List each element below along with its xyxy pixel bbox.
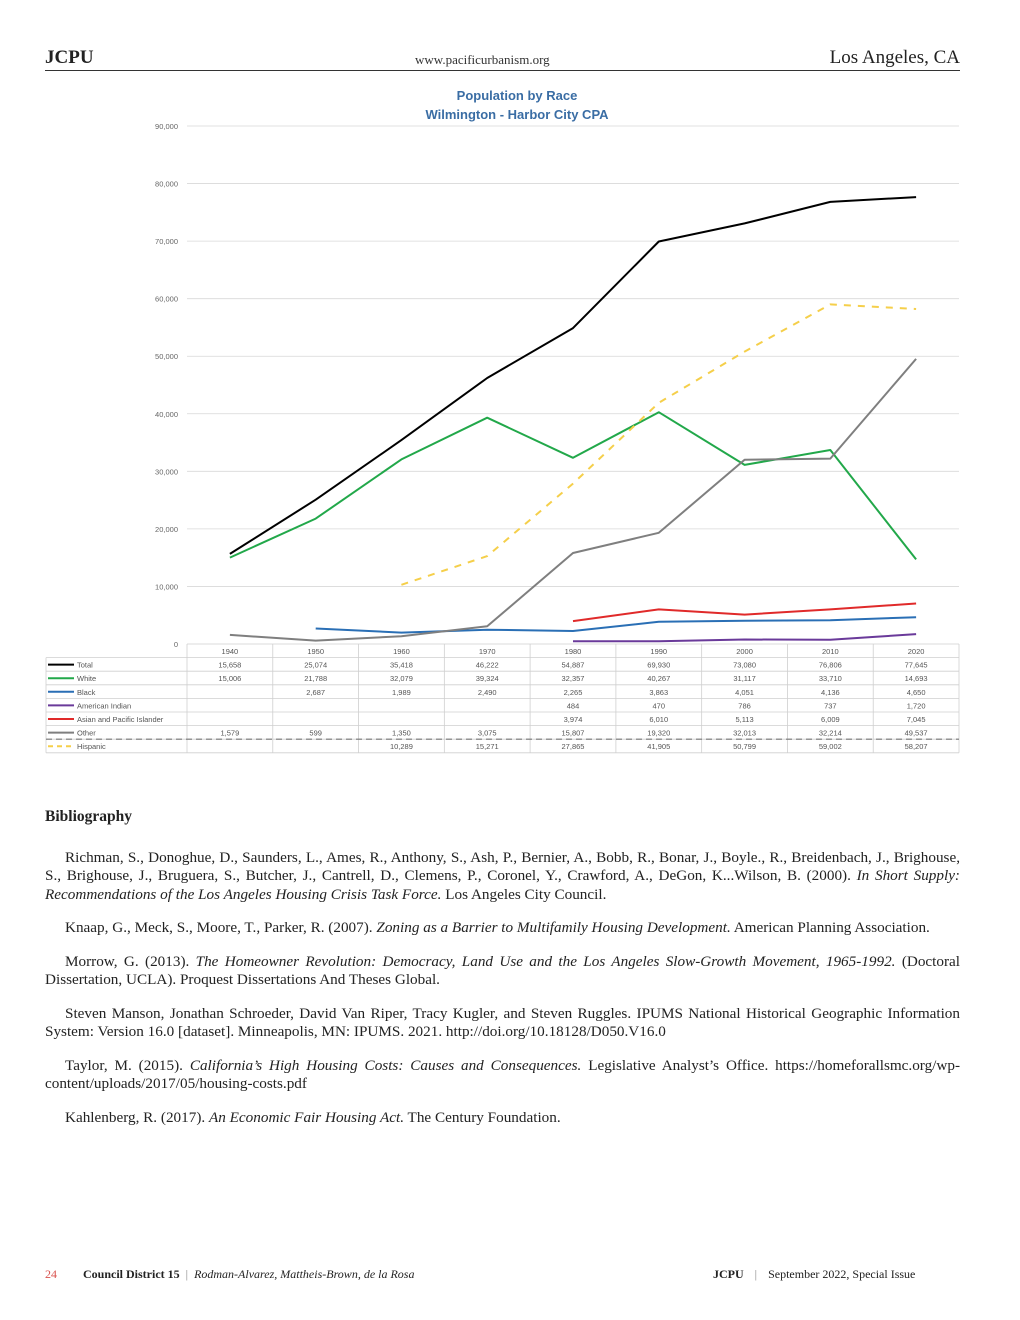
y-tick-label: 80,000 (155, 179, 178, 189)
y-tick-label: 60,000 (155, 294, 178, 304)
data-label: 32,357 (561, 674, 585, 684)
legend-label: Hispanic (77, 742, 106, 752)
series-line-total (230, 197, 916, 554)
data-label: 46,222 (475, 660, 499, 670)
x-tick-label: 1940 (221, 647, 239, 656)
data-label: 35,418 (389, 660, 413, 670)
series-lines (230, 197, 916, 641)
y-tick-label: 50,000 (155, 352, 178, 362)
data-label: 32,214 (818, 728, 842, 738)
data-label: 33,710 (818, 674, 842, 684)
x-tick-label: 1970 (478, 647, 496, 656)
series-line-hispanic (401, 304, 916, 584)
y-tick-label: 40,000 (155, 409, 178, 419)
data-label: 3,075 (477, 728, 497, 738)
x-tick-label: 2010 (821, 647, 839, 656)
legend-label: Black (77, 687, 96, 697)
data-label: 15,658 (218, 660, 242, 670)
data-label: 2,490 (477, 687, 497, 697)
data-label: 10,289 (389, 742, 413, 752)
population-chart (0, 82, 1020, 762)
series-line-american-indian (573, 634, 916, 641)
y-tick-label: 70,000 (155, 237, 178, 247)
data-label: 3,863 (649, 687, 669, 697)
data-label: 73,080 (733, 660, 757, 670)
data-label: 50,799 (733, 742, 757, 752)
y-tick-label: 0 (173, 640, 178, 649)
data-label: 3,974 (563, 715, 583, 724)
legend-label: Other (77, 728, 96, 738)
data-label: 1,989 (392, 687, 411, 697)
series-line-black (316, 617, 916, 632)
bib-entry: Knaap, G., Meck, S., Moore, T., Parker, R. (2007). Zoning as a Barrier to Multifamily Housing Development. American Planning Association. (65, 919, 930, 936)
data-label: 6,009 (820, 715, 840, 724)
page-header (45, 48, 960, 71)
bibliography (45, 808, 960, 1142)
data-label: 1,350 (392, 728, 411, 738)
data-label: 25,074 (304, 660, 328, 670)
data-label: 599 (309, 728, 322, 738)
data-table (46, 644, 959, 753)
data-label: 19,320 (647, 728, 671, 738)
data-label: 15,807 (561, 728, 585, 738)
x-tick-label: 2020 (907, 647, 925, 656)
footer-authors: Rodman-Alvarez, Mattheis-Brown, de la Rosa (194, 1267, 415, 1281)
x-tick-label: 1980 (564, 647, 582, 656)
data-label: 54,887 (561, 660, 585, 670)
footer-left: Council District 15 | Rodman-Alvarez, Mattheis-Brown, de la Rosa (83, 1267, 415, 1281)
data-label: 32,079 (389, 674, 413, 684)
bib-entry: Richman, S., Donoghue, D., Saunders, L., Ames, R., Anthony, S., Ash, P., Bernier, A., Bobb, R., Bonar, J., Boyle., R., Breidenbach, J., Brighouse, S., Brighouse, J., Bruguera, S., Butcher, J., Cantrell, D., Clemens, P., Coronel, Y., Crawford, A., DeGon, K...Wilson, B. (2000). In Short Supply: Recommendations of the Los Angeles Housing Crisis Task Force. Los Angeles City Council. (45, 848, 960, 903)
data-label: 59,002 (818, 742, 842, 752)
chart-title: Population by Race (456, 88, 578, 103)
series-line-white (230, 412, 916, 559)
data-label: 4,650 (906, 687, 926, 697)
location-label: Los Angeles, CA (829, 47, 960, 68)
y-tick-label: 30,000 (155, 467, 178, 477)
bib-entry: Taylor, M. (2015). California’s High Housing Costs: Causes and Consequences. Legislative Analyst’s Office. https://homeforallsmc.org/wp-content/uploads/2017/05/housing-costs.pdf (45, 1056, 961, 1092)
journal-name: JCPU (45, 47, 94, 68)
data-label: 5,113 (735, 715, 754, 724)
legend-label: American Indian (77, 701, 132, 711)
data-label: 76,806 (818, 660, 842, 670)
legend-label: Asian and Pacific Islander (77, 715, 164, 724)
data-label: 41,905 (647, 742, 671, 752)
data-label: 15,006 (218, 674, 242, 684)
y-tick-label: 10,000 (155, 582, 178, 592)
data-label: 39,324 (475, 674, 499, 684)
y-tick-label: 20,000 (155, 524, 178, 534)
footer-journal: JCPU (713, 1267, 744, 1281)
footer-district: Council District 15 (83, 1267, 180, 1281)
page-number: 24 (45, 1267, 57, 1281)
footer-issue: September 2022, Special Issue (768, 1267, 916, 1281)
data-label: 49,537 (904, 728, 928, 738)
x-tick-label: 1990 (650, 647, 668, 656)
data-label: 6,010 (649, 715, 669, 724)
data-label: 2,265 (563, 687, 583, 697)
data-label: 27,865 (561, 742, 585, 752)
data-label: 40,267 (647, 674, 671, 684)
data-label: 7,045 (906, 715, 926, 724)
data-label: 1,579 (220, 728, 240, 738)
data-label: 77,645 (904, 660, 928, 670)
data-label: 470 (652, 701, 666, 711)
bibliography-heading: Bibliography (45, 808, 132, 825)
bib-entry: Kahlenberg, R. (2017). An Economic Fair Housing Act. The Century Foundation. (65, 1108, 561, 1126)
gridlines (187, 126, 959, 586)
data-label: 31,117 (733, 674, 756, 684)
y-axis (155, 122, 178, 649)
x-tick-label: 2000 (736, 647, 753, 656)
data-label: 21,788 (304, 674, 328, 684)
bib-entry: Steven Manson, Jonathan Schroeder, David Van Riper, Tracy Kugler, and Steven Ruggles. IPUMS National Historical Geographic Information System: Version 16.0 [dataset]. Minneapolis, MN: IPUMS. 2021. http://doi.org/10.18128/D050.V16.0 (45, 1004, 960, 1040)
data-label: 4,051 (735, 687, 754, 697)
journal-url[interactable]: www.pacificurbanism.org (415, 52, 550, 67)
chart-subtitle: Wilmington - Harbor City CPA (425, 107, 609, 122)
x-tick-label: 1950 (307, 647, 325, 656)
data-label: 4,136 (820, 687, 840, 697)
legend-label: Total (77, 660, 93, 670)
data-label: 69,930 (647, 660, 671, 670)
data-label: 737 (824, 701, 837, 711)
data-label: 786 (738, 701, 751, 711)
x-tick-label: 1960 (393, 647, 410, 656)
data-label: 484 (566, 701, 580, 711)
footer-right: JCPU | September 2022, Special Issue (713, 1267, 916, 1281)
y-tick-label: 90,000 (155, 122, 178, 131)
data-label: 14,693 (904, 674, 928, 684)
data-label: 15,271 (475, 742, 499, 752)
data-label: 2,687 (306, 687, 326, 697)
bib-entry: Morrow, G. (2013). The Homeowner Revolution: Democracy, Land Use and the Los Angeles Slow-Growth Movement, 1965-1992. (Doctoral Dissertation, UCLA). Proquest Dissertations And Theses Global. (45, 952, 961, 988)
data-label: 1,720 (906, 701, 926, 711)
data-label: 32,013 (733, 728, 757, 738)
legend-label: White (77, 674, 97, 684)
data-label: 58,207 (904, 742, 928, 752)
series-line-other (230, 359, 916, 641)
